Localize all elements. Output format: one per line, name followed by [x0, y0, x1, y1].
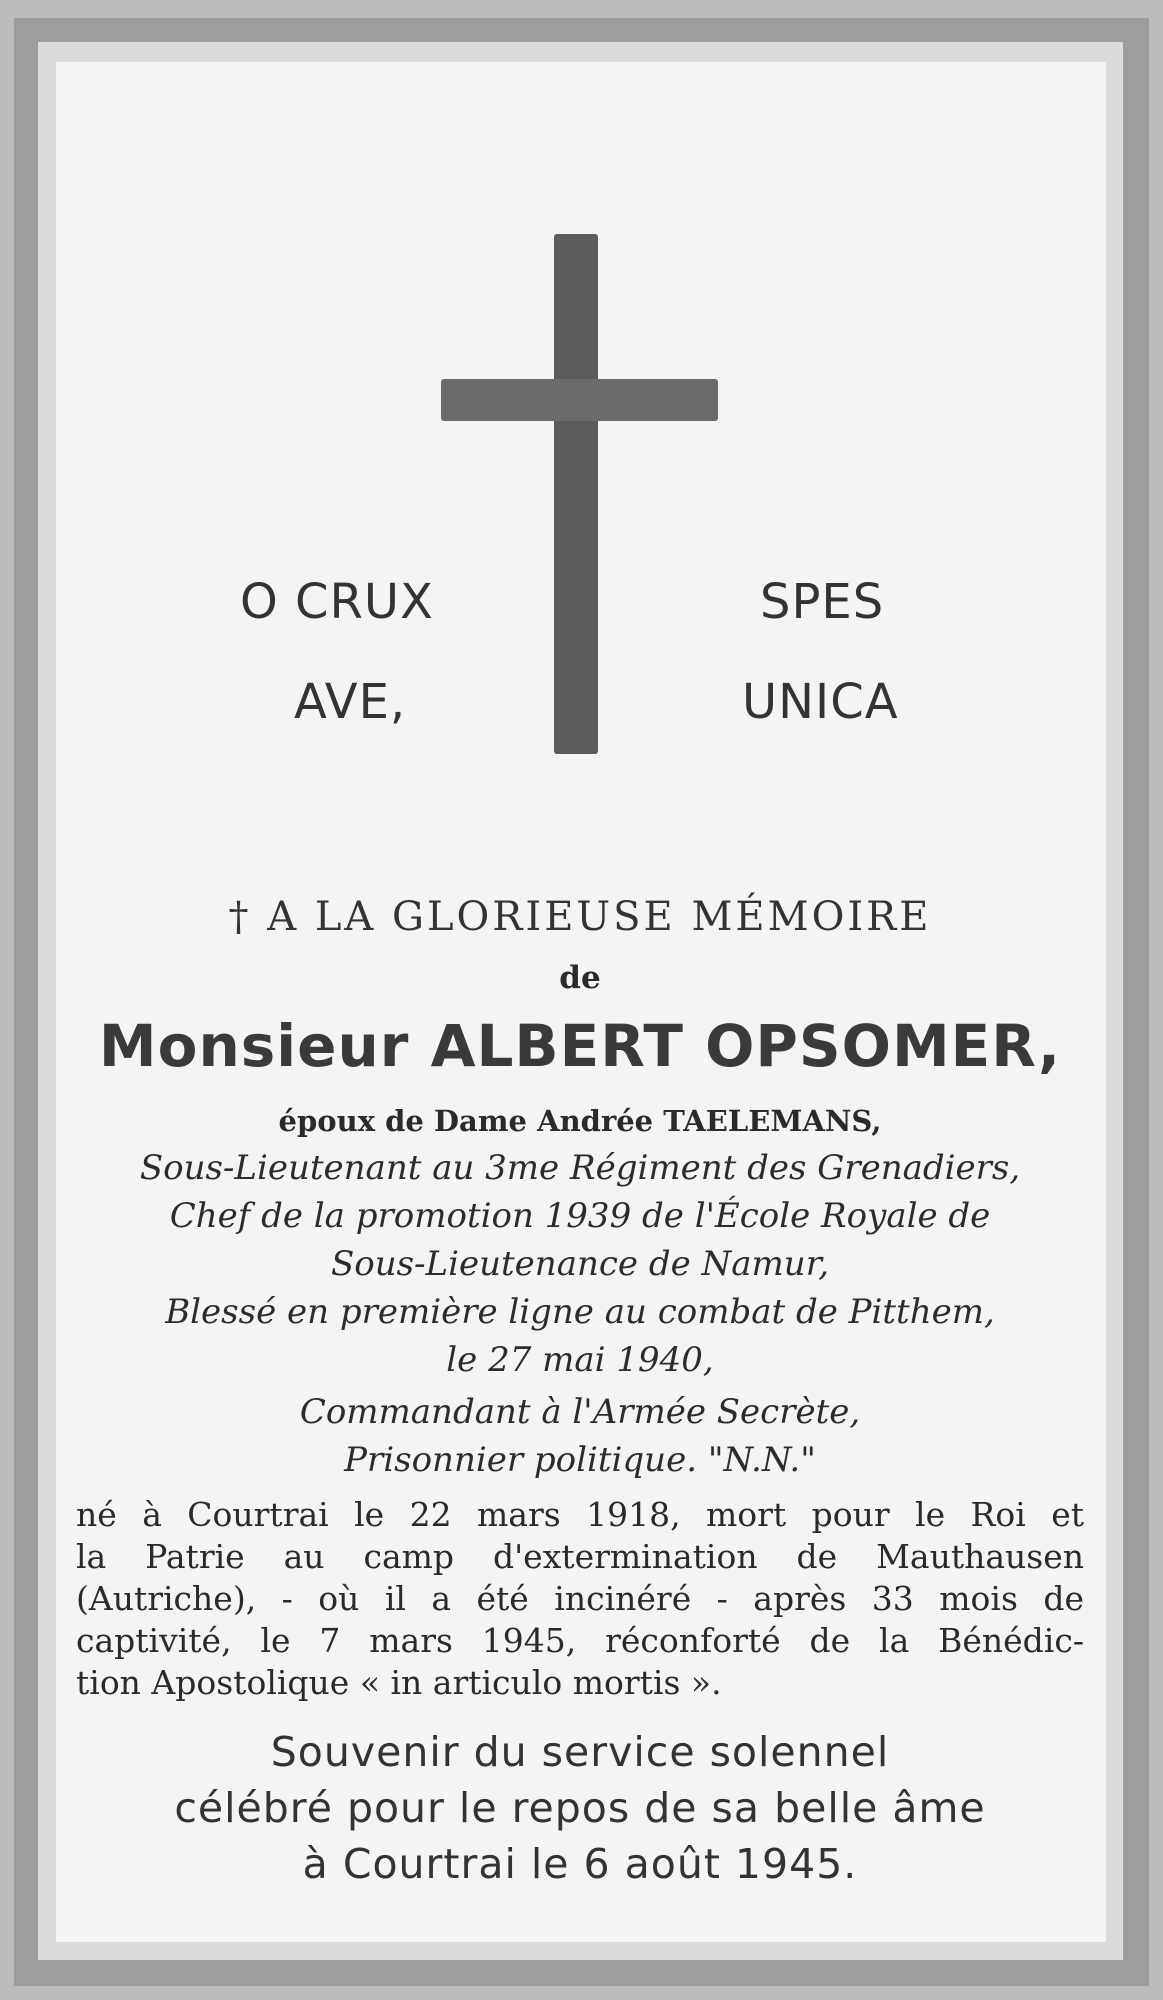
motto-right-top: SPES [760, 574, 885, 630]
motto-left-bottom: AVE, [294, 674, 407, 730]
deceased-name: Monsieur ALBERT OPSOMER, [98, 1012, 1062, 1080]
biography-line: né à Courtrai le 22 mars 1918, mort pour le Roi et [76, 1495, 1084, 1534]
title-line: Commandant à l'Armée Secrète, [299, 1392, 861, 1432]
biography-line: (Autriche), - où il a été incinéré - après 33 mois de [76, 1579, 1084, 1618]
title-line: le 27 mai 1940, [446, 1340, 714, 1380]
spouse-line: époux de Dame Andrée TAELEMANS, [278, 1104, 882, 1138]
biography-line: la Patrie au camp d'extermination de Mauthausen [76, 1537, 1084, 1576]
souvenir-line: Souvenir du service solennel [270, 1728, 890, 1776]
cross-icon-horizontal-beam [441, 379, 718, 421]
preposition-de: de [559, 960, 601, 996]
souvenir-line: à Courtrai le 6 août 1945. [302, 1840, 858, 1888]
cross-icon-vertical-beam [554, 234, 598, 754]
title-line: Sous-Lieutenance de Namur, [330, 1244, 830, 1284]
title-line: Blessé en première ligne au combat de Pitthem, [165, 1292, 995, 1332]
motto-right-bottom: UNICA [742, 674, 899, 730]
souvenir-line: célébré pour le repos de sa belle âme [174, 1784, 986, 1832]
title-line: Chef de la promotion 1939 de l'École Royale de [169, 1196, 991, 1236]
title-line: Sous-Lieutenant au 3me Régiment des Grenadiers, [139, 1148, 1021, 1188]
biography-line: captivité, le 7 mars 1945, réconforté de la Bénédic- [76, 1621, 1084, 1660]
biography-line: tion Apostolique « in articulo mortis ». [76, 1663, 722, 1702]
motto-left-top: O CRUX [240, 574, 434, 630]
biography-paragraph [76, 1494, 1084, 1704]
memorial-heading: † A LA GLORIEUSE MÉMOIRE [228, 894, 932, 940]
title-line: Prisonnier politique. "N.N." [344, 1440, 816, 1480]
